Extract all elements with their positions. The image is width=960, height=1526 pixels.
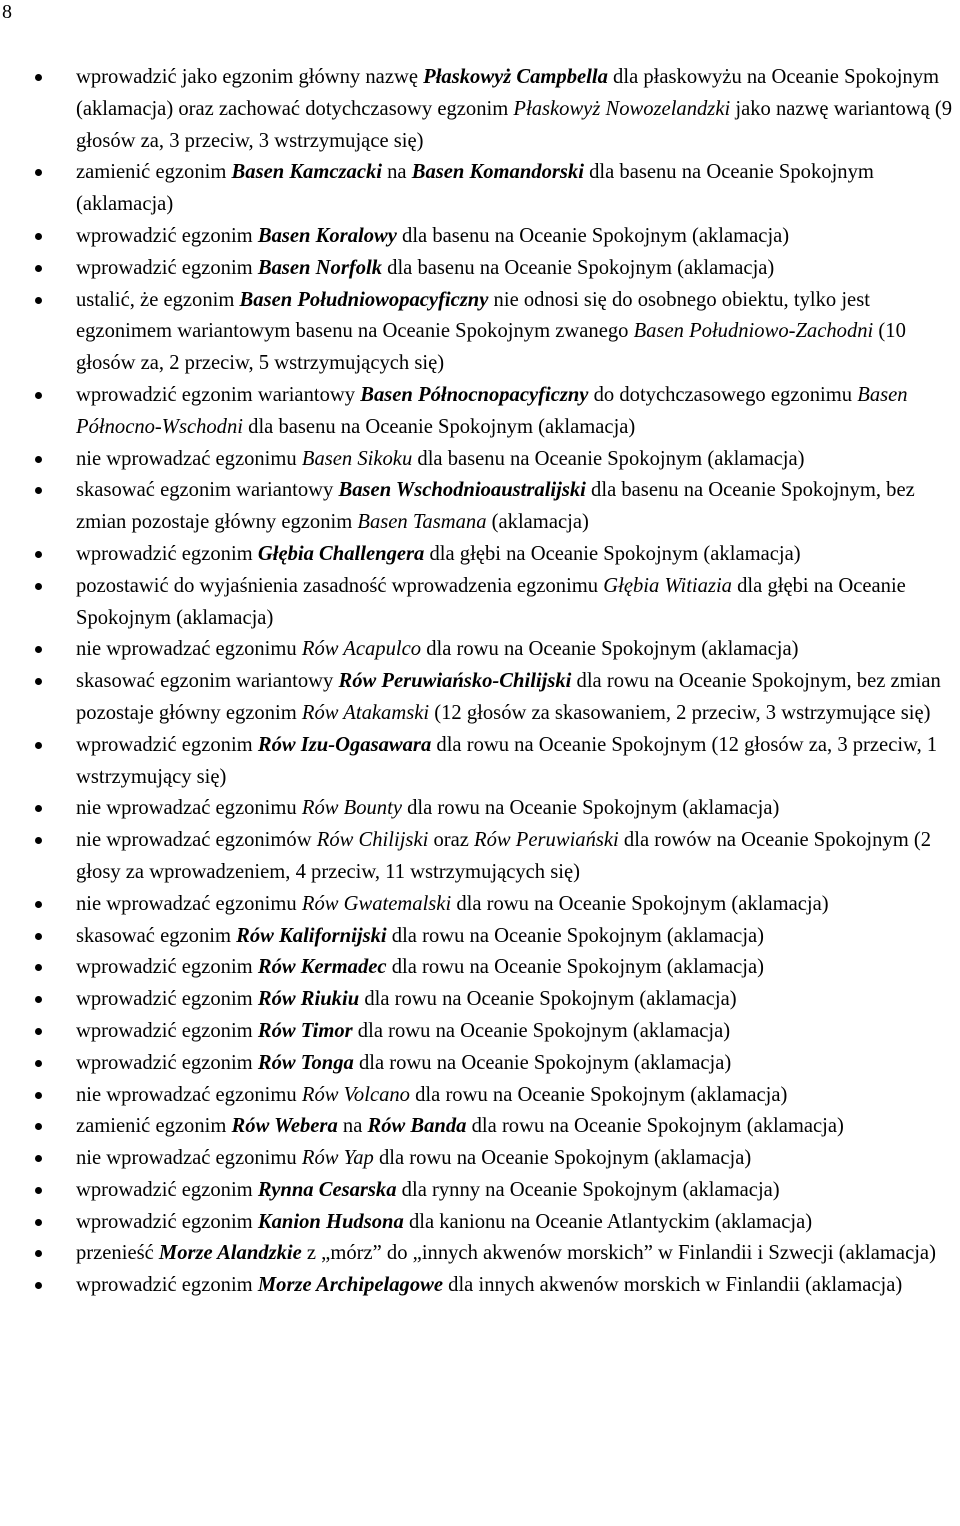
item-text: dla rowu na Oceanie Spokojnym (aklamacja) xyxy=(401,797,780,820)
list-item xyxy=(0,666,960,730)
list-item xyxy=(0,1270,960,1302)
item-text: nie wprowadzać egzonimu xyxy=(76,447,302,470)
bullet-icon xyxy=(35,456,42,463)
list-item xyxy=(0,444,960,476)
egzonim-name: Głębia Witiazia xyxy=(603,574,732,597)
bullet-icon xyxy=(35,805,42,812)
list-item xyxy=(0,1048,960,1080)
bullet-icon xyxy=(35,742,42,749)
egzonim-name: Płaskowyż Nowozelandzki xyxy=(513,97,731,120)
item-text: dla płaskowyżu na Oceanie Spokojnym (aklamacja) oraz zachować dotychczasowy egzonim xyxy=(76,66,940,120)
item-text: przenieść xyxy=(76,1242,159,1265)
item-text: wprowadzić egzonim xyxy=(76,988,258,1011)
bullet-icon xyxy=(35,837,42,844)
item-text: pozostawić do wyjaśnienia zasadność wprowadzenia egzonimu xyxy=(76,574,604,597)
item-text: nie wprowadzać egzonimu xyxy=(76,892,302,915)
bullet-icon xyxy=(35,583,42,590)
list-item xyxy=(0,157,960,221)
bullet-icon xyxy=(35,1187,42,1194)
egzonim-name: Basen Południowopacyficzny xyxy=(239,288,489,311)
item-text: dla rowu na Oceanie Spokojnym (aklamacja) xyxy=(451,892,829,915)
item-text: nie wprowadzać egzonimu xyxy=(76,1147,302,1170)
bullet-icon xyxy=(35,392,42,399)
list-item xyxy=(0,253,960,285)
bullet-icon xyxy=(35,551,42,558)
item-text: skasować egzonim wariantowy xyxy=(76,479,339,502)
egzonim-name: Basen Wschodnioaustralijski xyxy=(338,479,586,502)
item-text: wprowadzić egzonim xyxy=(76,542,258,565)
item-text: wprowadzić egzonim xyxy=(76,1274,258,1297)
bullet-icon xyxy=(35,265,42,272)
list-item xyxy=(0,1080,960,1112)
bullet-icon xyxy=(35,297,42,304)
egzonim-name: Kanion Hudsona xyxy=(257,1210,404,1233)
item-text: dla basenu na Oceanie Spokojnym (aklamacja) xyxy=(412,447,805,470)
item-text: wprowadzić egzonim xyxy=(76,956,258,979)
item-text: dla rynny na Oceanie Spokojnym (aklamacja) xyxy=(396,1178,780,1201)
bullet-icon xyxy=(35,233,42,240)
egzonim-name: Rów Kalifornijski xyxy=(236,924,387,947)
egzonim-name: Basen Południowo-Zachodni xyxy=(633,320,874,343)
egzonim-name: Basen Tasmana xyxy=(357,511,487,534)
egzonim-name: Basen Norfolk xyxy=(257,256,383,279)
list-item xyxy=(0,1143,960,1175)
egzonim-name: Rów Webera xyxy=(231,1115,338,1138)
item-text: dla rowu na Oceanie Spokojnym (aklamacja) xyxy=(386,956,764,979)
egzonim-name: Głębia Challengera xyxy=(257,542,425,565)
item-text: dla basenu na Oceanie Spokojnym, bez zmian pozostaje główny egzonim xyxy=(76,479,915,534)
item-text: (aklamacja) xyxy=(486,511,589,534)
list-item xyxy=(0,634,960,666)
item-text: wprowadzić egzonim xyxy=(76,256,258,279)
item-text: dla basenu na Oceanie Spokojnym (aklamacja) xyxy=(243,415,636,438)
item-text: dla kanionu na Oceanie Atlantyckim (aklamacja) xyxy=(403,1210,813,1233)
egzonim-name: Basen Północnopacyficzny xyxy=(360,383,589,406)
egzonim-name: Morze Archipelagowe xyxy=(257,1274,444,1297)
egzonim-name: Basen Kamczacki xyxy=(231,161,382,184)
item-text: dla basenu na Oceanie Spokojnym (aklamacja) xyxy=(396,224,790,247)
list-item xyxy=(0,285,960,380)
list-item xyxy=(0,571,960,635)
item-text: nie wprowadzać egzonimów xyxy=(76,829,317,852)
item-text: dla rowu na Oceanie Spokojnym (aklamacja) xyxy=(352,1019,731,1042)
item-text: dla rowu na Oceanie Spokojnym (aklamacja) xyxy=(409,1083,788,1106)
egzonim-name: Rów Izu-Ogasawara xyxy=(257,733,432,756)
item-text: do dotychczasowego egzonimu xyxy=(588,383,858,406)
egzonim-name: Basen Koralowy xyxy=(257,224,397,247)
item-text: (10 głosów za, 2 przeciw, 5 wstrzymujących się) xyxy=(76,320,906,375)
egzonim-name: Rów Kermadec xyxy=(257,956,387,979)
item-text: dla rowów na Oceanie Spokojnym (2 głosy za wprowadzeniem, 4 przeciw, 11 wstrzymujących się) xyxy=(76,829,932,883)
bullet-icon xyxy=(35,1250,42,1257)
item-text: wprowadzić egzonim xyxy=(76,224,258,247)
list-item xyxy=(0,1207,960,1239)
item-text: nie odnosi się do osobnego obiektu, tylko jest egzonimem wariantowym basenu na Oceanie Spokojnym zwanego xyxy=(76,288,870,343)
item-text: skasować egzonim xyxy=(76,924,237,947)
item-text: wprowadzić egzonim xyxy=(76,1178,258,1201)
list-item xyxy=(0,825,960,889)
list-item xyxy=(0,730,960,794)
item-text: dla rowu na Oceanie Spokojnym (aklamacja) xyxy=(386,924,765,947)
list-item xyxy=(0,1111,960,1143)
item-text: dla innych akwenów morskich w Finlandii (aklamacja) xyxy=(443,1274,903,1297)
egzonim-name: Rów Riukiu xyxy=(257,988,360,1011)
bullet-icon xyxy=(35,996,42,1003)
bullet-icon xyxy=(35,1155,42,1162)
list-item xyxy=(0,1175,960,1207)
list-item xyxy=(0,921,960,953)
item-text: ustalić, że egzonim xyxy=(76,288,240,311)
bullet-icon xyxy=(35,678,42,685)
item-text: dla rowu na Oceanie Spokojnym (aklamacja) xyxy=(373,1147,752,1170)
egzonim-name: Płaskowyż Campbella xyxy=(423,66,608,88)
item-text: dla głębi na Oceanie Spokojnym (aklamacja) xyxy=(424,542,801,565)
bullet-icon xyxy=(35,1123,42,1130)
item-text: dla rowu na Oceanie Spokojnym (aklamacja) xyxy=(359,988,737,1011)
egzonim-name: Rów Chilijski xyxy=(316,829,429,852)
list-item xyxy=(0,1016,960,1048)
bullet-icon xyxy=(35,487,42,494)
list-item xyxy=(0,1238,960,1270)
item-text: skasować egzonim wariantowy xyxy=(76,670,339,693)
item-text: na xyxy=(337,1115,368,1138)
item-text: dla rowu na Oceanie Spokojnym (aklamacja) xyxy=(466,1115,844,1138)
item-text: dla głębi na Oceanie Spokojnym (aklamacja) xyxy=(76,574,906,629)
item-text: wprowadzić egzonim xyxy=(76,1210,258,1233)
list-item xyxy=(0,380,960,444)
item-text: wprowadzić jako egzonim główny nazwę xyxy=(76,66,424,88)
egzonim-name: Morze Alandzkie xyxy=(158,1242,302,1265)
resolution-list xyxy=(0,62,960,1302)
list-item xyxy=(0,889,960,921)
item-text: dla rowu na Oceanie Spokojnym (aklamacja) xyxy=(421,638,799,661)
egzonim-name: Rów Peruwiański xyxy=(474,829,619,852)
egzonim-name: Rów Acapulco xyxy=(301,638,422,661)
item-text: dla basenu na Oceanie Spokojnym (aklamacja) xyxy=(382,256,775,279)
egzonim-name: Basen Północno-Wschodni xyxy=(76,383,908,438)
list-item xyxy=(0,539,960,571)
item-text: dla basenu na Oceanie Spokojnym (aklamacja) xyxy=(76,161,874,216)
bullet-icon xyxy=(35,169,42,176)
item-text: z „mórz” do „innych akwenów morskich” w Finlandii i Szwecji (aklamacja) xyxy=(301,1242,936,1265)
item-text: wprowadzić egzonim xyxy=(76,1051,258,1074)
bullet-icon xyxy=(35,1060,42,1067)
item-text: dla rowu na Oceanie Spokojnym (12 głosów za, 3 przeciw, 1 wstrzymujący się) xyxy=(76,733,938,788)
egzonim-name: Rów Tonga xyxy=(257,1051,354,1074)
egzonim-name: Rów Peruwiańsko-Chilijski xyxy=(338,670,572,693)
egzonim-name: Basen Komandorski xyxy=(411,161,584,184)
list-item xyxy=(0,793,960,825)
list-item xyxy=(0,221,960,253)
egzonim-name: Rynna Cesarska xyxy=(257,1178,397,1201)
egzonim-name: Rów Bounty xyxy=(301,797,402,820)
item-text: nie wprowadzać egzonimu xyxy=(76,797,302,820)
bullet-icon xyxy=(35,646,42,653)
item-text: dla rowu na Oceanie Spokojnym, bez zmian pozostaje główny egzonim xyxy=(76,670,941,724)
item-text: oraz xyxy=(428,829,475,852)
bullet-icon xyxy=(35,964,42,971)
bullet-icon xyxy=(35,1282,42,1289)
list-item xyxy=(0,62,960,157)
egzonim-name: Rów Banda xyxy=(367,1115,467,1138)
item-text: nie wprowadzać egzonimu xyxy=(76,1083,302,1106)
item-text: (12 głosów za skasowaniem, 2 przeciw, 3 wstrzymujące się) xyxy=(429,701,931,724)
list-item xyxy=(0,475,960,539)
item-text: wprowadzić egzonim wariantowy xyxy=(76,383,361,406)
page-number: 8 xyxy=(2,1,12,23)
item-text: nie wprowadzać egzonimu xyxy=(76,638,302,661)
bullet-icon xyxy=(35,1028,42,1035)
item-text: jako nazwę wariantową (9 głosów za, 3 przeciw, 3 wstrzymujące się) xyxy=(76,97,953,152)
item-text: zamienić egzonim xyxy=(76,1115,232,1138)
egzonim-name: Rów Atakamski xyxy=(301,701,430,724)
bullet-icon xyxy=(35,901,42,908)
bullet-icon xyxy=(35,1092,42,1099)
egzonim-name: Rów Yap xyxy=(301,1147,374,1170)
bullet-icon xyxy=(35,933,42,940)
egzonim-name: Rów Gwatemalski xyxy=(301,892,452,915)
item-text: wprowadzić egzonim xyxy=(76,1019,258,1042)
egzonim-name: Basen Sikoku xyxy=(301,447,413,470)
egzonim-name: Rów Timor xyxy=(257,1019,353,1042)
bullet-icon xyxy=(35,1219,42,1226)
egzonim-name: Rów Volcano xyxy=(301,1083,410,1106)
item-text: dla rowu na Oceanie Spokojnym (aklamacja) xyxy=(353,1051,732,1074)
list-item xyxy=(0,952,960,984)
item-text: wprowadzić egzonim xyxy=(76,733,258,756)
list-item xyxy=(0,984,960,1016)
item-text: na xyxy=(381,161,412,184)
bullet-icon xyxy=(35,74,42,81)
item-text: zamienić egzonim xyxy=(76,161,232,184)
